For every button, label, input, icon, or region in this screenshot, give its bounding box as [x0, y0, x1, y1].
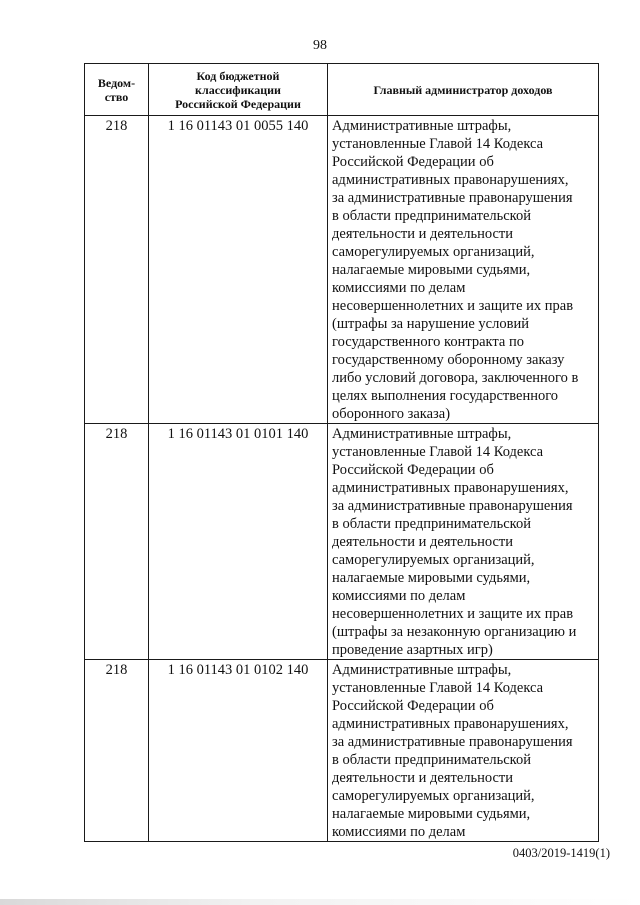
description-line: за административные правонарушения	[332, 734, 573, 750]
description-cell	[328, 660, 599, 842]
description-line: деятельности и деятельности	[332, 226, 514, 242]
description-line: (штрафы за нарушение условий	[332, 316, 529, 332]
code-cell: 1 16 01143 01 0102 140	[149, 660, 328, 842]
table-header-row	[85, 64, 599, 116]
description-cell	[328, 424, 599, 660]
description-line: Административные штрафы,	[332, 118, 512, 134]
table-row	[85, 660, 599, 842]
description-line: комиссиями по делам	[332, 824, 466, 840]
header-dept-line: ство	[104, 89, 129, 104]
description-line: саморегулируемых организаций,	[332, 552, 535, 568]
description-line: за административные правонарушения	[332, 498, 573, 514]
dept-cell: 218	[85, 116, 149, 424]
description-line: налагаемые мировыми судьями,	[332, 570, 531, 586]
description-line: государственного контракта по	[332, 334, 524, 350]
description-line: саморегулируемых организаций,	[332, 244, 535, 260]
header-dept-line: Ведом-	[97, 75, 136, 90]
description-line: установленные Главой 14 Кодекса	[332, 136, 544, 152]
page-number: 98	[313, 38, 327, 53]
scan-edge-strip	[0, 899, 640, 905]
description-line: целях выполнения государственного	[332, 388, 559, 404]
description-line: установленные Главой 14 Кодекса	[332, 444, 544, 460]
header-code-line: классификации	[195, 82, 281, 97]
description-line: комиссиями по делам	[332, 588, 466, 604]
description-line: комиссиями по делам	[332, 280, 466, 296]
description-line: Российской Федерации об	[332, 698, 494, 714]
header-admin-label: Главный администратор доходов	[373, 82, 553, 97]
description-line: административных правонарушениях,	[332, 480, 569, 496]
description-line: в области предпринимательской	[332, 208, 531, 224]
header-admin	[328, 64, 599, 116]
header-code-line: Российской Федерации	[175, 96, 301, 111]
header-code-line: Код бюджетной	[196, 68, 280, 83]
dept-cell: 218	[85, 424, 149, 660]
description-line: Административные штрафы,	[332, 426, 512, 442]
header-code	[149, 64, 328, 116]
dept-cell: 218	[85, 660, 149, 842]
description-line: саморегулируемых организаций,	[332, 788, 535, 804]
code-cell: 1 16 01143 01 0101 140	[149, 424, 328, 660]
description-line: административных правонарушениях,	[332, 716, 569, 732]
description-line: в области предпринимательской	[332, 516, 531, 532]
table-row	[85, 116, 599, 424]
description-line: административных правонарушениях,	[332, 172, 569, 188]
description-line: проведение азартных игр)	[332, 642, 493, 658]
description-line: налагаемые мировыми судьями,	[332, 262, 531, 278]
description-line: Российской Федерации об	[332, 462, 494, 478]
description-line: деятельности и деятельности	[332, 534, 514, 550]
code-cell: 1 16 01143 01 0055 140	[149, 116, 328, 424]
description-line: в области предпринимательской	[332, 752, 531, 768]
description-line: либо условий договора, заключенного в	[332, 370, 579, 386]
description-line: несовершеннолетних и защите их прав	[332, 606, 574, 622]
description-line: установленные Главой 14 Кодекса	[332, 680, 544, 696]
description-line: несовершеннолетних и защите их прав	[332, 298, 574, 314]
table-row	[85, 424, 599, 660]
revenue-classification-table	[84, 63, 599, 842]
description-line: оборонного заказа)	[332, 406, 451, 422]
header-dept	[85, 64, 149, 116]
description-line: Российской Федерации об	[332, 154, 494, 170]
document-registration-code: 0403/2019-1419(1)	[512, 846, 610, 860]
description-cell	[328, 116, 599, 424]
description-line: (штрафы за незаконную организацию и	[332, 624, 577, 640]
description-line: государственному оборонному заказу	[332, 352, 565, 368]
description-line: налагаемые мировыми судьями,	[332, 806, 531, 822]
description-line: Административные штрафы,	[332, 662, 512, 678]
description-line: деятельности и деятельности	[332, 770, 514, 786]
description-line: за административные правонарушения	[332, 190, 573, 206]
